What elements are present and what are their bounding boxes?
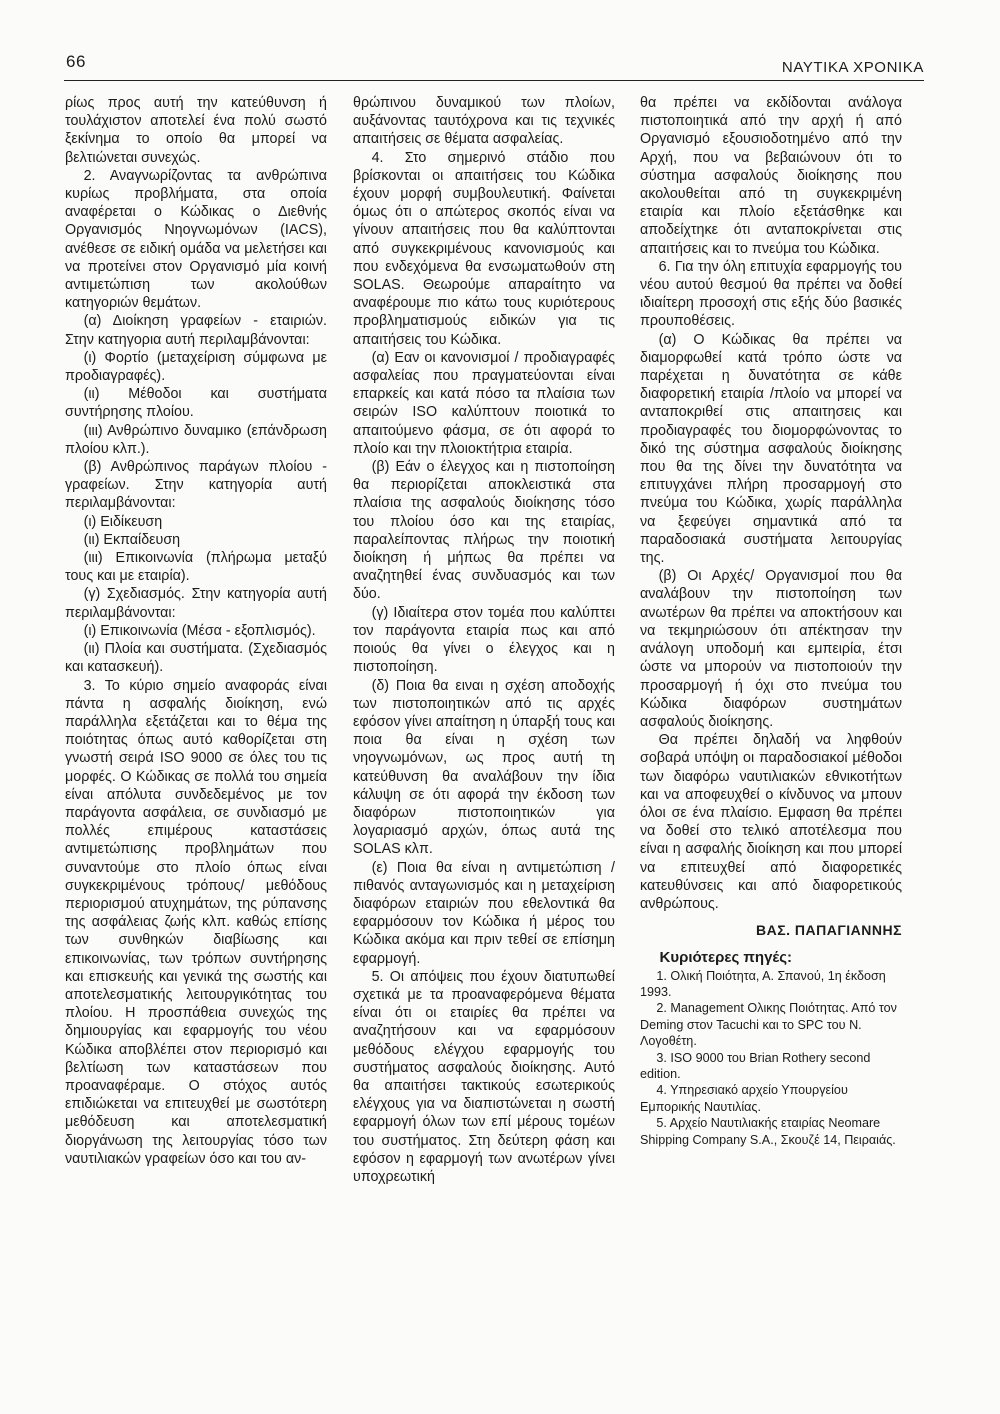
paragraph: (β) Εάν ο έλεγχος και η πιστοποίηση θα περιορίζεται αποκλειστικά στα πλαίσια της ασφαλούς διοίκησης τόσο του πλοίου όσο και της εταιρίας, παραλείποντας πλήρως την ποιοτική διοίκηση ή μήπως θα πρέπει να αναζητηθεί ένας συνδυασμός και των δύο.: [353, 459, 615, 603]
source-item: 4. Υπηρεσιακό αρχείο Υπουργείου Εμπορικής Ναυτιλίας.: [640, 1083, 848, 1114]
journal-title: ΝΑΥΤΙΚΑ ΧΡΟΝΙΚΑ: [781, 59, 924, 76]
paragraph: 4. Στο σημερινό στάδιο που βρίσκονται οι απαιτήσεις του Κώδικα έχουν μορφή συμβουλευτική. Φαίνεται όμως ότι ο απώτερος σκοπός είναι να γίνουν απαιτήσεις που θα καλύπτονται από συγκεκριμένους κανονισμούς και που ενδεχόμενα θα ενσωματωθούν στη SOLAS. Θεωρούμε απαραίτητο να αναφέρουμε πιο κάτω τους κυριότερους προβληματισμούς ειδικών για τις απαιτήσεις του Κώδικα.: [353, 149, 615, 348]
paragraph: 6. Για την όλη επιτυχία εφαρμογής του νέου αυτού θεσμού θα πρέπει να δοθεί ιδιαίτερη προσοχή στις εξής δύο βασικές προυποθέσεις.: [640, 258, 902, 330]
paragraph: (β) Ανθρώπινος παράγων πλοίου - γραφείων. Στην κατηγορία αυτή περιλαμβάνονται:: [65, 459, 327, 512]
column-3: [640, 94, 902, 1148]
paragraph: (α) Εαν οι κανονισμοί / προδιαγραφές ασφαλείας που πραγματεύονται είναι επαρκείς και κατά πόσο τα πλαίσια των σειρών ISO καλύπτουν ποιοτικά το απαιτούμενο φάσμα, σε ότι αφορά το πλοίο και την πλοιοκτήτρια εταιρία.: [353, 349, 615, 457]
column-2: [353, 94, 615, 1186]
author-signature: ΒΑΣ. ΠΑΠΑΓΙΑΝΝΗΣ: [756, 922, 902, 939]
source-item: 3. ISO 9000 του Brian Rothery second edition.: [640, 1050, 871, 1081]
source-item: 1. Ολική Ποιότητα, Α. Σπανού, 1η έκδοση 1993.: [640, 968, 886, 999]
paragraph: (ιι) Εκπαίδευση: [83, 531, 181, 548]
paragraph: ρίως προς αυτή την κατεύθυνση ή τουλάχιστον αποτελεί ένα πολύ σωστό ξεκίνημα το οποίο θα μπορεί να βελτιώνεται συνεχώς.: [65, 95, 327, 166]
paragraph: (ι) Φορτίο (μεταχείριση σύμφωνα με προδιαγραφές).: [65, 349, 327, 385]
column-1: [65, 94, 327, 1168]
paragraph: Θα πρέπει δηλαδή να ληφθούν σοβαρά υπόψη οι παραδοσιακοί μέθοδοι των διαφόρω ναυτιλιακών εθνικοτήτων και να αποφευχθεί ο κίνδυνος να μπουν όλοι σε ένα πλαίσιο. Εμφαση θα πρέπει να δοθεί στο τελικό αποτέλεσμα που είναι η ασφαλής διοίκηση και που μπορεί να επιτευχθεί από διαφορετικές κατευθύνσεις και από διαφορετικούς ανθρώπους.: [640, 732, 902, 912]
paragraph: (ι) Ειδίκευση: [83, 513, 163, 530]
paragraph: (γ) Ιδιαίτερα στον τομέα που καλύπτει τον παράγοντα εταιρία πως και από ποιούς θα γίνει ο έλεγχος και η πιστοποίηση.: [353, 604, 615, 676]
page-number: 66: [66, 52, 86, 71]
sources-heading: Κυριότερες πηγές:: [659, 949, 792, 967]
paragraph: 2. Αναγνωρίζοντας τα ανθρώπινα κυρίως προβλήματα, στα οποία αναφέρεται ο Κώδικας ο Διεθνής Οργανισμός Νηογνωμόνων (IACS), ανέθεσε σε ειδική ομάδα να μελετήσει και να προτείνει στον Οργανισμό μία κοινή αντιμετώπιση των ακολούθων κατηγοριών θεμάτων.: [65, 167, 327, 312]
paragraph: 3. Το κύριο σημείο αναφοράς είναι πάντα η ασφαλής διοίκηση, ενώ παράλληλα εξετάζεται και το θέμα της ποιότητας όπως αυτό καθορίζεται στη γνωστή σειρά ISO 9000 σε όλες του τις μορφές. Ο Κώδικας σε πολλά του σημεία είναι απόλυτα συνδεδεμένος με τον παράγοντα ασφάλεια, σε συνδιασμό με πολλές επιμέρους καταστάσεις αντιμετώπισης προβλημάτων που συναντούμε στο πλοίο όπως είναι συγκεκριμένους τρόπους/ μεθόδους περιορισμού ατυχημάτων, της ρύπανσης της ασφάλειας ζωής κλπ. καθώς επίσης των συνθηκών διαβίωσης και επικοινωνίας, των τρόπων συντήρησης και επισκευής και γενικά της σωστής και αποτελεσματικής λειτουργικότητας του πλοίου. Η προσπάθεια συνεχώς της δημιουργίας και εφαρμογής του νέου Κώδικα αποβλέπει στον περιορισμό και βελτίωση των καταστάσεων που προαναφέραμε. Ο στόχος αυτός επιδιώκεται να επιτευχθεί με σωστότερη μεθόδευση και αποτελεσματική διοργάνωση της λειτουργίας τόσο των ναυτιλιακών γραφείων όσο και του αν-: [65, 677, 327, 1167]
paragraph: (ιι) Πλοία και συστήματα. (Σχεδιασμός και κατασκευή).: [65, 641, 327, 676]
paragraph: (ιιι) Επικοινωνία (πλήρωμα μεταξύ τους και με εταιρία).: [65, 550, 327, 585]
paragraph: (ε) Ποια θα είναι η αντιμετώπιση / πιθανός ανταγωνισμός και η μεταχείριση διαφόρων εταιριών που εθελοντικά θα εφαρμόσουν τον Κώδικα ή μέρος του Κώδικα ακόμα και πριν τεθεί σε επίσημη εφαρμογή.: [353, 859, 615, 967]
paragraph: (α) Διοίκηση γραφείων - εταιριών. Στην κατηγορια αυτή περιλαμβάνονται:: [65, 313, 327, 348]
source-item: 5. Αρχείο Ναυτιλιακής εταιρίας Neomare Shipping Company S.A., Σκουζέ 14, Πειραιάς.: [640, 1116, 896, 1147]
paragraph: (ι) Επικοινωνία (Μέσα - εξοπλισμός).: [83, 622, 316, 639]
paragraph: (γ) Σχεδιασμός. Στην κατηγορία αυτή περιλαμβάνονται:: [65, 586, 327, 621]
header-rule: [64, 80, 924, 81]
paragraph: θρώπινου δυναμικού των πλοίων, αυξάνοντας ταυτόχρονα και τις τεχνικές απαιτήσεις σε θέματα ασφαλείας.: [353, 95, 615, 148]
paragraph: 5. Οι απόψεις που έχουν διατυπωθεί σχετικά με τα προαναφερόμενα θέματα είναι ότι οι εταιρίες θα πρέπει να αναζητήσουν και να εφαρμόσουν μεθόδους ελέγχου εφαρμογής του συστήματος ασφαλούς διοίκησης. Αυτό θα απαιτήσει τακτικούς εσωτερικούς ελέγχους για να διαπιστώνεται η σωστή εφαρμογή όλων των επί μέρους τομέων του συστήματος. Στη δεύτερη φάση και εφόσον η εφαρμογή των ανωτέρων γίνει υποχρεωτική: [353, 968, 615, 1185]
paragraph: (δ) Ποια θα ειναι η σχέση αποδοχής των πιστοποιητικών από τις αρχές εφόσον γίνει απαίτηση η ύπαρξή τους και ποια θα είναι η σχέση των νηογνωμόνων, ως προς αυτή τη κατεύθυνση θα αναλάβουν την ίδια κάλυψη σε ότι αφορά την έκδοση των διαφόρων πιστοποιητικών για λογαριασμό αρχών, όπως αυτά της SOLAS κλπ.: [353, 677, 615, 858]
paragraph: (β) Οι Αρχές/ Οργανισμοί που θα αναλάβουν την πιστοποίηση των ανωτέρων θα πρέπει να αποκτήσουν και να τεκμηριώσουν ότι απέκτησαν την ανάλογη υποδομή και εμπειρία, έτσι ώστε να μπορούν να πιστοποιούν την προσαρμογή ή όχι στο πνεύμα του Κώδικα διαφόρων συστημάτων ασφαλούς διοίκησης.: [640, 568, 902, 730]
paragraph: θα πρέπει να εκδίδονται ανάλογα πιστοποιητικά από την αρχή ή από Οργανισμό εξουσιοδοτημένο από την Αρχή, που να βεβαιώνουν ότι το σύστημα ασφαλούς διοίκησης που ακολουθείται από τη συγκεκριμένη εταιρία και πλοίο εξετάσθηκε και αποδείχτηκε ότι ανταποκρίνεται στις απαιτήσεις και το πνεύμα του Κώδικα.: [640, 95, 902, 257]
source-item: 2. Management Ολικης Ποιότητας. Από τον Deming στον Tacuchi και το SPC του Ν. Λογοθέτη.: [640, 1001, 897, 1049]
paragraph: (α) Ο Κώδικας θα πρέπει να διαμορφωθεί κατά τρόπο ώστε να παρέχεται η δυνατότητα σε κάθε διαφορετική εταιρία /πλοίο να μπορεί να ανταποκριθεί στις απαιτησεις και προδιαγραφές του διομορφώνοντας το δικό της σύστημα ασφαλούς διοίκησης που θα της δίνει την δυνατότητα να επιτυγχάνει πλήρη προσαρμογή στο πνεύμα του Κώδικα, χωρίς παράλληλα να ξεφεύγει σημαντικά από τα παραδοσιακά συστήματα λειτουργίας της.: [640, 331, 902, 567]
paragraph: (ιι) Μέθοδοι και συστήματα συντήρησης πλοίου.: [65, 386, 327, 421]
paragraph: (ιιι) Ανθρώπινο δυναμικο (επάνδρωση πλοίου κλπ.).: [65, 422, 327, 457]
